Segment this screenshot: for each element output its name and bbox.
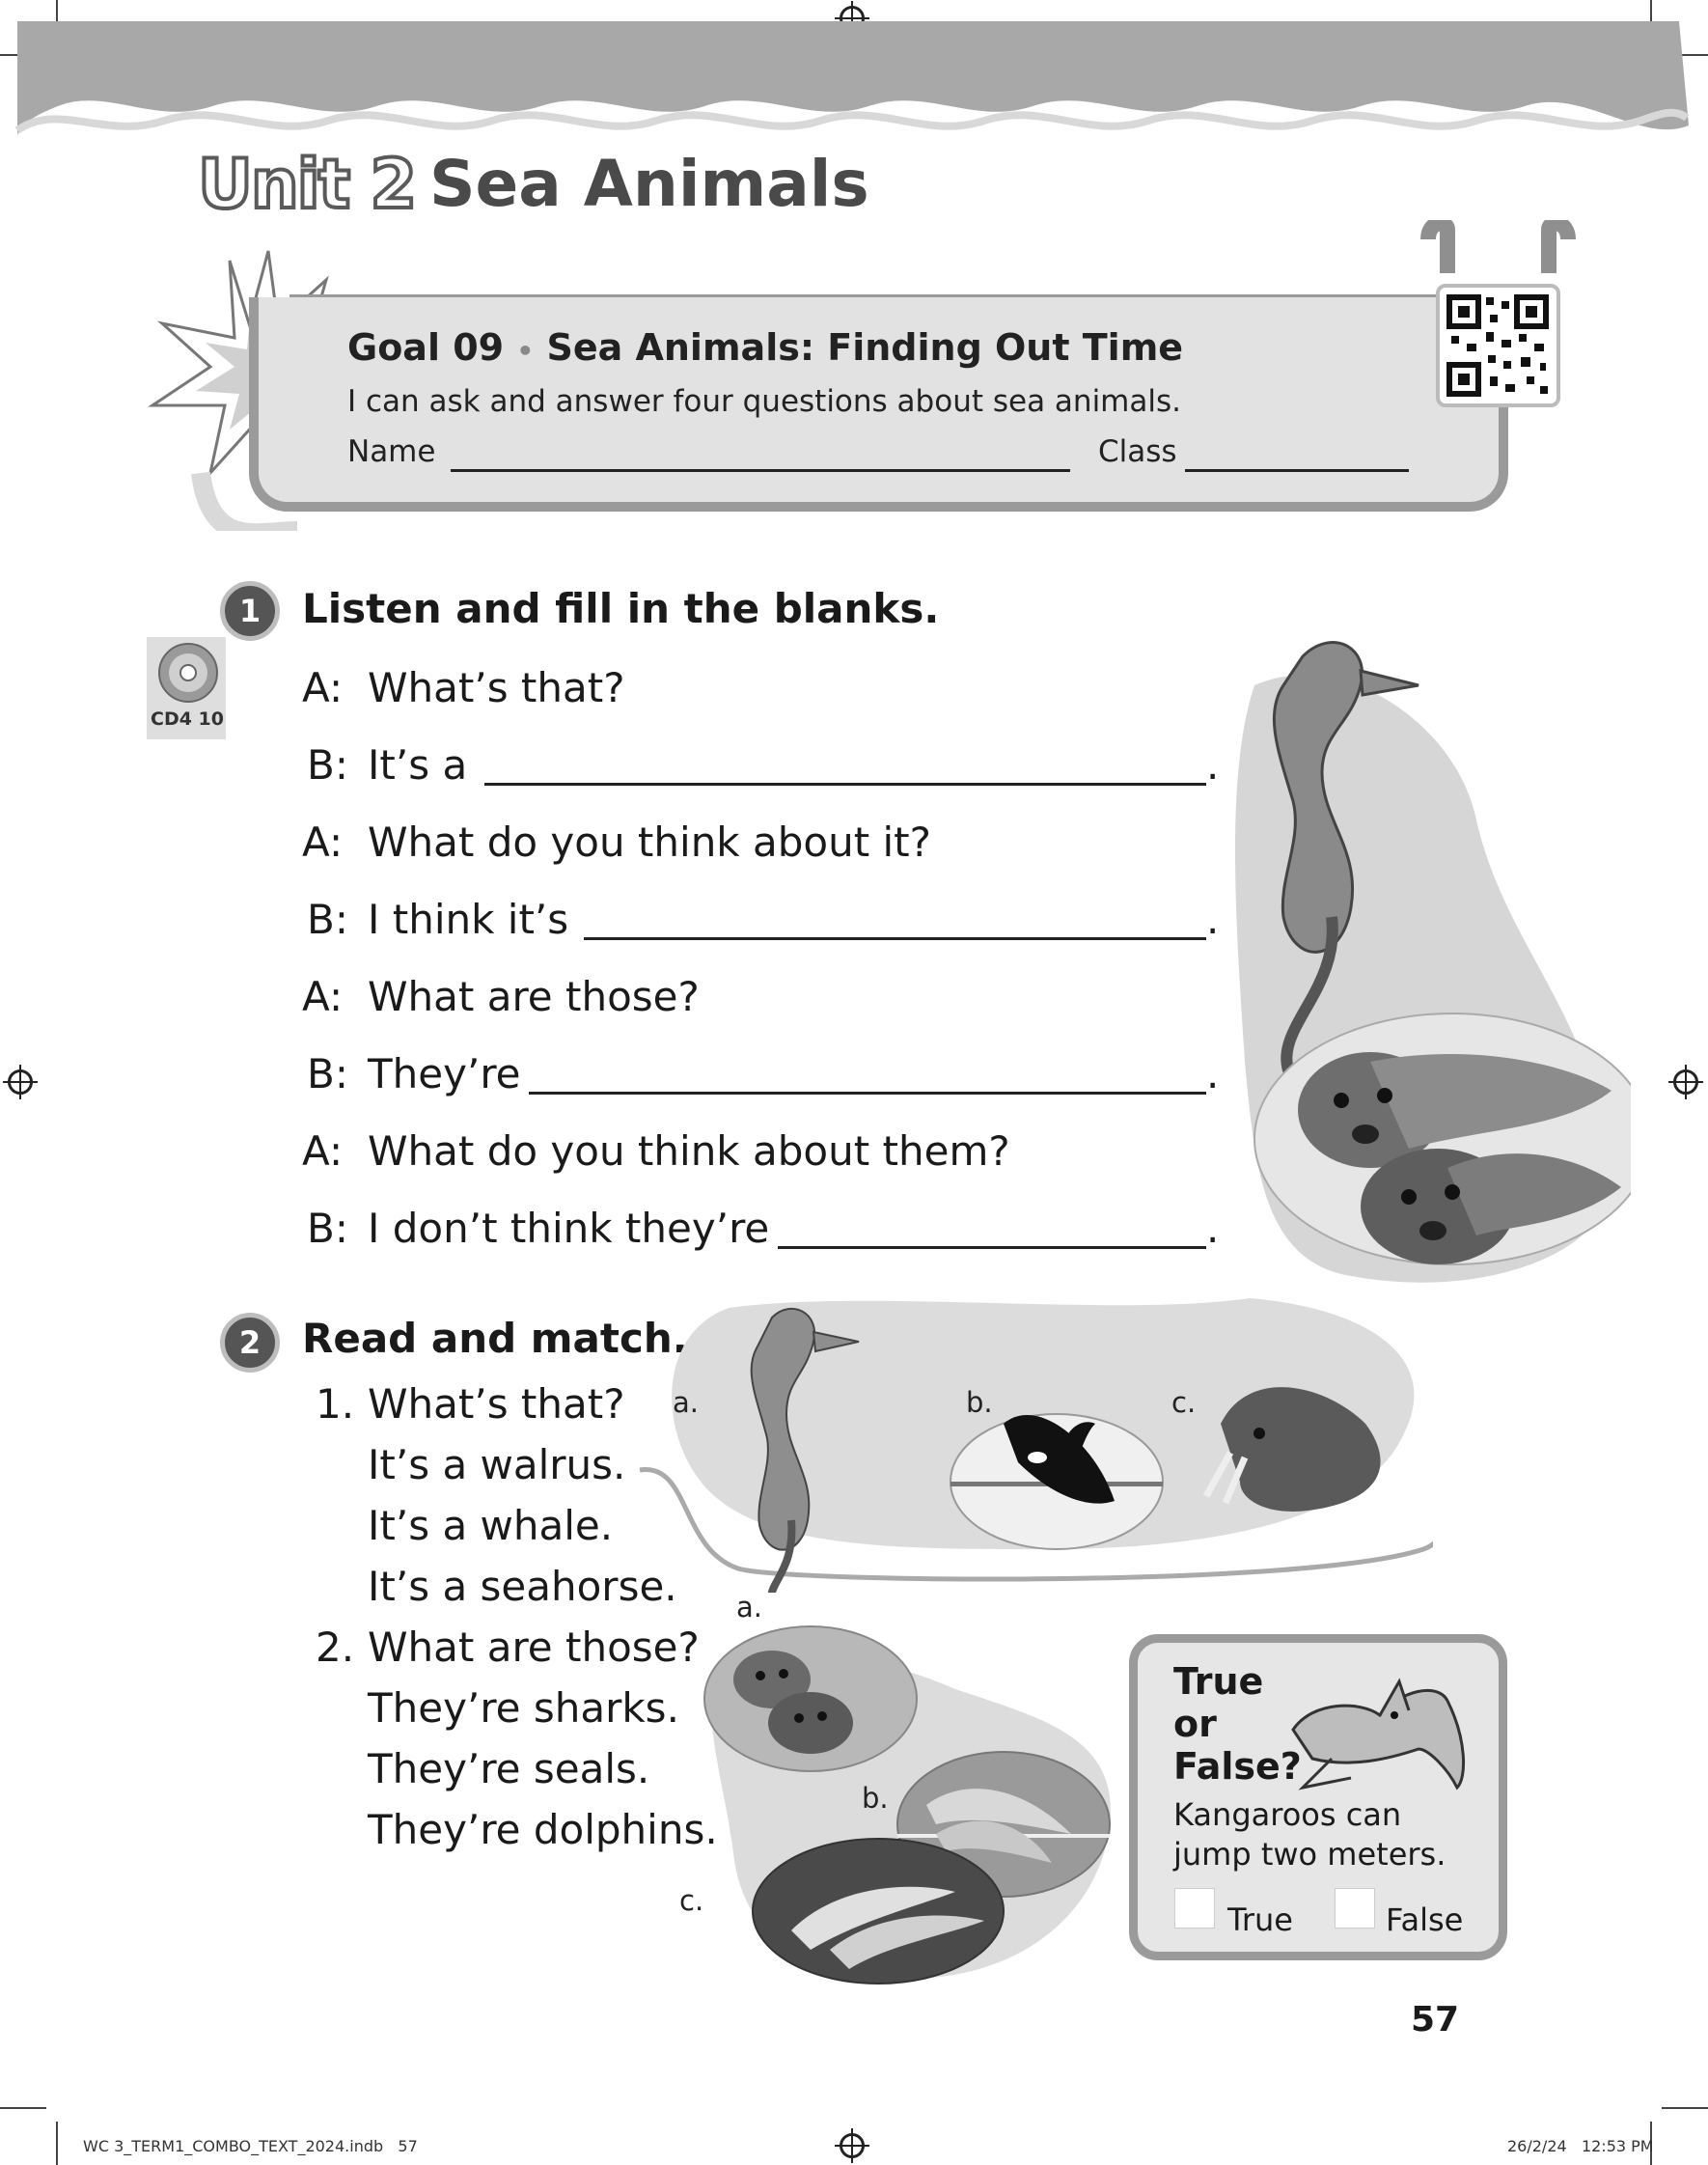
answer-option[interactable]: It’s a walrus.	[368, 1441, 626, 1488]
page-number: 57	[1411, 2000, 1460, 2040]
question-2-number: 2.	[316, 1624, 355, 1671]
dialogue-speaker: B:	[307, 741, 348, 789]
dialogue-speaker: A:	[302, 819, 344, 866]
dialogue-speaker: B:	[307, 1205, 348, 1252]
dialogue-line: What’s that?	[368, 664, 625, 711]
answer-blank-3[interactable]	[529, 1092, 1206, 1095]
goal-code: Goal 09	[347, 326, 505, 369]
tf-heading-line: or	[1173, 1703, 1217, 1745]
audio-track-badge[interactable]	[147, 637, 226, 739]
tf-statement-line: Kangaroos can	[1173, 1796, 1402, 1833]
true-checkbox[interactable]	[1174, 1888, 1215, 1929]
goal-separator: •	[516, 335, 535, 367]
true-false-statement	[1173, 1795, 1446, 1874]
class-label: Class	[1098, 434, 1177, 469]
tf-heading-line: False?	[1173, 1745, 1302, 1788]
q1-pictures	[632, 1298, 1433, 1593]
qr-code-icon[interactable]	[1409, 220, 1587, 413]
question-1-number: 1.	[316, 1380, 355, 1428]
goal-objective: I can ask and answer four questions about sea animals.	[347, 384, 1181, 419]
seals-photo	[704, 1626, 917, 1771]
false-label: False	[1386, 1901, 1464, 1938]
wave-banner	[0, 0, 1708, 154]
crop-mark	[56, 2122, 58, 2165]
answer-blank-1[interactable]	[484, 783, 1206, 786]
period: .	[1206, 741, 1220, 789]
period: .	[1206, 1050, 1220, 1097]
goal-heading	[347, 326, 1183, 369]
dialogue-line: It’s a	[368, 741, 468, 789]
tf-heading-line: True	[1173, 1660, 1264, 1703]
section-2-title: Read and match.	[302, 1315, 688, 1362]
answer-option[interactable]: They’re dolphins.	[368, 1806, 718, 1853]
answer-blank-2[interactable]	[584, 937, 1206, 940]
dialogue-speaker: B:	[307, 896, 348, 943]
footer-timestamp: 26/2/24 12:53 PM	[1507, 2137, 1654, 2155]
dialogue-line: What do you think about it?	[368, 819, 931, 866]
name-label: Name	[347, 434, 436, 469]
option-b-label: b.	[966, 1386, 993, 1419]
dialogue-speaker: A:	[302, 664, 344, 711]
registration-mark	[1673, 1069, 1698, 1095]
option-a-label: a.	[736, 1591, 762, 1624]
option-c-label: c.	[679, 1884, 704, 1917]
tf-statement-line: jump two meters.	[1173, 1836, 1446, 1873]
audio-track-label: CD4 10	[151, 708, 224, 730]
dialogue-speaker: B:	[307, 1050, 348, 1097]
dialogue-line: What are those?	[368, 973, 700, 1020]
answer-option[interactable]: It’s a whale.	[368, 1502, 614, 1549]
period: .	[1206, 1205, 1220, 1252]
true-label: True	[1227, 1901, 1293, 1938]
option-a-label: a.	[673, 1386, 699, 1419]
dialogue-speaker: A:	[302, 1127, 344, 1175]
answer-option[interactable]: They’re sharks.	[368, 1684, 679, 1732]
name-field[interactable]	[451, 469, 1070, 472]
answer-option[interactable]: It’s a seahorse.	[368, 1563, 677, 1610]
dialogue-line: I don’t think they’re	[368, 1205, 770, 1252]
section-1-title: Listen and fill in the blanks.	[302, 585, 940, 632]
period: .	[1206, 896, 1220, 943]
kangaroo-icon	[1274, 1662, 1491, 1792]
goal-title: Sea Animals: Finding Out Time	[546, 326, 1184, 369]
unit-title: Sea Animals	[429, 147, 869, 221]
dialogue-line: They’re	[368, 1050, 521, 1097]
option-c-label: c.	[1171, 1386, 1197, 1419]
orca-icon	[950, 1414, 1163, 1549]
registration-mark	[8, 1069, 33, 1095]
dialogue-speaker: A:	[302, 973, 344, 1020]
footer-file-info: WC 3_TERM1_COMBO_TEXT_2024.indb 57	[83, 2137, 418, 2155]
class-field[interactable]	[1185, 469, 1409, 472]
answer-option[interactable]: They’re seals.	[368, 1745, 650, 1792]
seahorse-seals-illustration	[1226, 627, 1631, 1303]
question-2-text: What are those?	[368, 1624, 700, 1671]
sharks-photo	[753, 1839, 1004, 1984]
answer-blank-4[interactable]	[778, 1246, 1206, 1249]
false-checkbox[interactable]	[1335, 1888, 1375, 1929]
dialogue-line: I think it’s	[368, 896, 569, 943]
unit-label: Unit 2	[198, 145, 416, 224]
q2-pictures	[695, 1602, 1124, 1988]
crop-mark	[1662, 2107, 1708, 2109]
cd-icon	[156, 641, 220, 705]
section-2-number: 2	[220, 1313, 280, 1373]
option-b-label: b.	[862, 1782, 889, 1815]
registration-mark	[840, 2133, 865, 2158]
section-1-number: 1	[220, 581, 280, 641]
dialogue-line: What do you think about them?	[368, 1127, 1010, 1175]
question-1-text: What’s that?	[368, 1380, 625, 1428]
crop-mark	[0, 2107, 46, 2109]
